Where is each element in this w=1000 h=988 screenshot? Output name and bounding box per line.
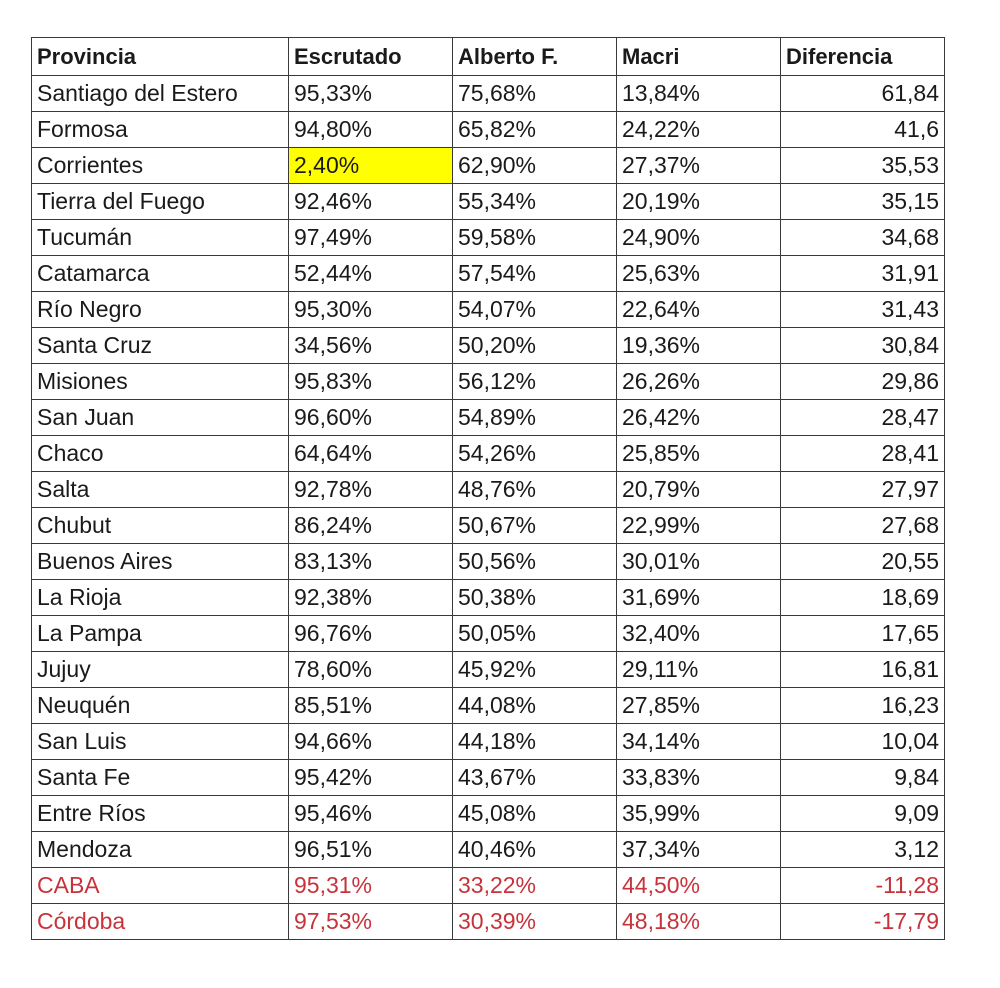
cell-provincia: Tierra del Fuego <box>32 184 289 220</box>
cell-diferencia: 17,65 <box>781 616 945 652</box>
cell-alberto: 45,92% <box>453 652 617 688</box>
table-row <box>32 472 945 508</box>
cell-provincia: Tucumán <box>32 220 289 256</box>
cell-alberto: 54,07% <box>453 292 617 328</box>
table-row <box>32 364 945 400</box>
table-row <box>32 508 945 544</box>
header-escrutado: Escrutado <box>289 38 453 76</box>
cell-macri: 25,63% <box>617 256 781 292</box>
header-alberto: Alberto F. <box>453 38 617 76</box>
cell-macri: 27,37% <box>617 148 781 184</box>
cell-alberto: 62,90% <box>453 148 617 184</box>
cell-provincia: Chubut <box>32 508 289 544</box>
cell-alberto: 50,67% <box>453 508 617 544</box>
cell-alberto: 45,08% <box>453 796 617 832</box>
cell-alberto: 55,34% <box>453 184 617 220</box>
table-row <box>32 796 945 832</box>
cell-macri: 48,18% <box>617 904 781 940</box>
cell-escrutado: 94,66% <box>289 724 453 760</box>
cell-macri: 34,14% <box>617 724 781 760</box>
cell-provincia: Formosa <box>32 112 289 148</box>
cell-macri: 33,83% <box>617 760 781 796</box>
table-row <box>32 688 945 724</box>
cell-diferencia: 28,47 <box>781 400 945 436</box>
cell-alberto: 57,54% <box>453 256 617 292</box>
cell-diferencia: 41,6 <box>781 112 945 148</box>
cell-diferencia: 16,23 <box>781 688 945 724</box>
cell-alberto: 75,68% <box>453 76 617 112</box>
election-results-table <box>31 37 945 940</box>
table-row <box>32 76 945 112</box>
cell-escrutado: 92,38% <box>289 580 453 616</box>
table-row <box>32 328 945 364</box>
cell-diferencia: 31,43 <box>781 292 945 328</box>
cell-alberto: 30,39% <box>453 904 617 940</box>
cell-escrutado: 95,83% <box>289 364 453 400</box>
cell-alberto: 65,82% <box>453 112 617 148</box>
cell-provincia: Salta <box>32 472 289 508</box>
cell-macri: 35,99% <box>617 796 781 832</box>
cell-provincia: Santiago del Estero <box>32 76 289 112</box>
table-row <box>32 436 945 472</box>
table-row <box>32 220 945 256</box>
cell-diferencia: 34,68 <box>781 220 945 256</box>
cell-escrutado: 94,80% <box>289 112 453 148</box>
cell-escrutado: 64,64% <box>289 436 453 472</box>
cell-provincia: Río Negro <box>32 292 289 328</box>
cell-escrutado: 97,49% <box>289 220 453 256</box>
cell-provincia: Neuquén <box>32 688 289 724</box>
cell-alberto: 50,20% <box>453 328 617 364</box>
cell-provincia: San Juan <box>32 400 289 436</box>
header-row <box>32 38 945 76</box>
cell-alberto: 43,67% <box>453 760 617 796</box>
cell-macri: 29,11% <box>617 652 781 688</box>
cell-diferencia: 9,84 <box>781 760 945 796</box>
cell-diferencia: 31,91 <box>781 256 945 292</box>
table-row <box>32 616 945 652</box>
cell-alberto: 59,58% <box>453 220 617 256</box>
cell-diferencia: 35,15 <box>781 184 945 220</box>
cell-escrutado: 96,60% <box>289 400 453 436</box>
cell-provincia: Santa Fe <box>32 760 289 796</box>
header-diferencia: Diferencia <box>781 38 945 76</box>
cell-diferencia: 3,12 <box>781 832 945 868</box>
cell-diferencia: 18,69 <box>781 580 945 616</box>
header-macri: Macri <box>617 38 781 76</box>
cell-macri: 24,22% <box>617 112 781 148</box>
cell-alberto: 48,76% <box>453 472 617 508</box>
table-row <box>32 292 945 328</box>
cell-escrutado: 95,31% <box>289 868 453 904</box>
cell-escrutado: 95,30% <box>289 292 453 328</box>
cell-diferencia: -11,28 <box>781 868 945 904</box>
cell-diferencia: -17,79 <box>781 904 945 940</box>
cell-macri: 30,01% <box>617 544 781 580</box>
cell-provincia: Misiones <box>32 364 289 400</box>
cell-provincia: Córdoba <box>32 904 289 940</box>
cell-macri: 44,50% <box>617 868 781 904</box>
cell-macri: 26,42% <box>617 400 781 436</box>
table-body <box>32 76 945 940</box>
cell-alberto: 54,89% <box>453 400 617 436</box>
cell-macri: 20,79% <box>617 472 781 508</box>
cell-provincia: La Pampa <box>32 616 289 652</box>
cell-macri: 27,85% <box>617 688 781 724</box>
cell-provincia: Buenos Aires <box>32 544 289 580</box>
cell-macri: 22,99% <box>617 508 781 544</box>
cell-macri: 26,26% <box>617 364 781 400</box>
cell-escrutado: 92,46% <box>289 184 453 220</box>
cell-provincia: Entre Ríos <box>32 796 289 832</box>
cell-escrutado: 85,51% <box>289 688 453 724</box>
cell-escrutado: 2,40% <box>289 148 453 184</box>
cell-provincia: Santa Cruz <box>32 328 289 364</box>
cell-escrutado: 95,33% <box>289 76 453 112</box>
cell-escrutado: 95,46% <box>289 796 453 832</box>
cell-escrutado: 34,56% <box>289 328 453 364</box>
cell-diferencia: 9,09 <box>781 796 945 832</box>
cell-macri: 20,19% <box>617 184 781 220</box>
table-row <box>32 580 945 616</box>
cell-diferencia: 35,53 <box>781 148 945 184</box>
cell-macri: 19,36% <box>617 328 781 364</box>
cell-alberto: 50,38% <box>453 580 617 616</box>
cell-alberto: 50,05% <box>453 616 617 652</box>
cell-escrutado: 96,76% <box>289 616 453 652</box>
cell-diferencia: 10,04 <box>781 724 945 760</box>
table-row <box>32 544 945 580</box>
cell-provincia: La Rioja <box>32 580 289 616</box>
cell-provincia: Jujuy <box>32 652 289 688</box>
cell-macri: 22,64% <box>617 292 781 328</box>
cell-alberto: 44,08% <box>453 688 617 724</box>
cell-diferencia: 27,68 <box>781 508 945 544</box>
table-row <box>32 112 945 148</box>
cell-macri: 13,84% <box>617 76 781 112</box>
cell-macri: 31,69% <box>617 580 781 616</box>
cell-diferencia: 30,84 <box>781 328 945 364</box>
cell-escrutado: 97,53% <box>289 904 453 940</box>
cell-diferencia: 16,81 <box>781 652 945 688</box>
cell-alberto: 54,26% <box>453 436 617 472</box>
cell-alberto: 56,12% <box>453 364 617 400</box>
table-row <box>32 904 945 940</box>
cell-escrutado: 83,13% <box>289 544 453 580</box>
table-row <box>32 148 945 184</box>
cell-provincia: San Luis <box>32 724 289 760</box>
cell-provincia: Catamarca <box>32 256 289 292</box>
cell-alberto: 44,18% <box>453 724 617 760</box>
cell-diferencia: 29,86 <box>781 364 945 400</box>
cell-diferencia: 28,41 <box>781 436 945 472</box>
cell-provincia: CABA <box>32 868 289 904</box>
cell-escrutado: 96,51% <box>289 832 453 868</box>
header-provincia: Provincia <box>32 38 289 76</box>
cell-diferencia: 27,97 <box>781 472 945 508</box>
table-row <box>32 652 945 688</box>
cell-alberto: 33,22% <box>453 868 617 904</box>
table-row <box>32 760 945 796</box>
table-row <box>32 832 945 868</box>
cell-provincia: Corrientes <box>32 148 289 184</box>
cell-macri: 24,90% <box>617 220 781 256</box>
cell-provincia: Mendoza <box>32 832 289 868</box>
cell-alberto: 40,46% <box>453 832 617 868</box>
cell-escrutado: 95,42% <box>289 760 453 796</box>
cell-diferencia: 61,84 <box>781 76 945 112</box>
cell-macri: 32,40% <box>617 616 781 652</box>
cell-alberto: 50,56% <box>453 544 617 580</box>
cell-escrutado: 86,24% <box>289 508 453 544</box>
cell-provincia: Chaco <box>32 436 289 472</box>
table-row <box>32 256 945 292</box>
table-row <box>32 724 945 760</box>
table-row <box>32 868 945 904</box>
cell-diferencia: 20,55 <box>781 544 945 580</box>
cell-macri: 37,34% <box>617 832 781 868</box>
cell-escrutado: 78,60% <box>289 652 453 688</box>
table-row <box>32 400 945 436</box>
cell-escrutado: 92,78% <box>289 472 453 508</box>
cell-escrutado: 52,44% <box>289 256 453 292</box>
table-row <box>32 184 945 220</box>
cell-macri: 25,85% <box>617 436 781 472</box>
